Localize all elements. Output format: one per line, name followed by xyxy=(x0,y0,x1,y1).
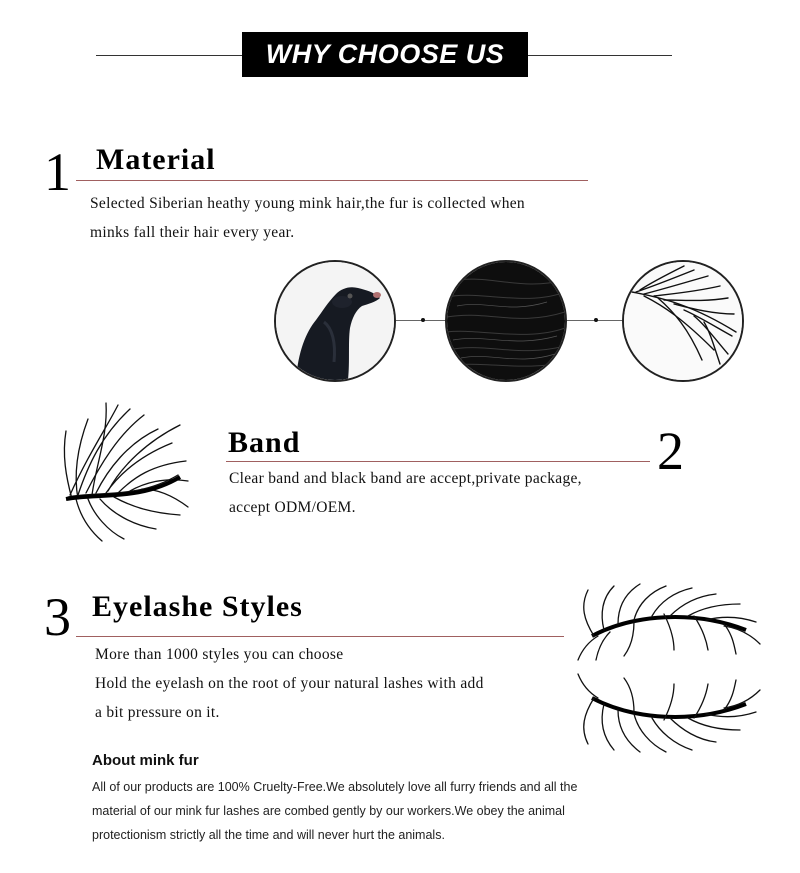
section3-underline xyxy=(76,636,564,637)
section2-line-2: accept ODM/OEM. xyxy=(229,499,356,516)
lash-pair xyxy=(574,580,764,762)
header-banner xyxy=(242,32,528,77)
section3-line-1: More than 1000 styles you can choose xyxy=(95,646,344,663)
header-rule-left xyxy=(96,55,242,56)
section3-title: Eyelashe Styles xyxy=(92,590,303,623)
section1-line-2: minks fall their hair every year. xyxy=(90,224,295,241)
section1-title: Material xyxy=(96,143,216,176)
mink-photo xyxy=(274,260,396,382)
section1-line-1: Selected Siberian heathy young mink hair,the fur is collected when xyxy=(90,195,525,212)
section1-underline xyxy=(76,180,588,181)
eyelash-closeup xyxy=(622,260,744,382)
mink-icon xyxy=(276,262,394,380)
mink-fur-closeup xyxy=(445,260,567,382)
fluffy-lash-icon xyxy=(48,395,198,545)
lash-pair-icon xyxy=(574,580,764,762)
section3-line-3: a bit pressure on it. xyxy=(95,704,220,721)
fluffy-lash xyxy=(48,395,198,545)
section2-title: Band xyxy=(228,426,301,459)
section3-number: 3 xyxy=(44,587,71,647)
connector-dot-1 xyxy=(421,318,425,322)
connector-dot-2 xyxy=(594,318,598,322)
about-heading: About mink fur xyxy=(92,752,199,769)
section2-number: 2 xyxy=(657,421,684,481)
about-line-1: All of our products are 100% Cruelty-Free.We absolutely love all furry friends and all the xyxy=(92,780,578,794)
section2-line-1: Clear band and black band are accept,private package, xyxy=(229,470,582,487)
header-rule-right xyxy=(528,55,672,56)
about-line-3: protectionism strictly all the time and will never hurt the animals. xyxy=(92,828,445,842)
section3-line-2: Hold the eyelash on the root of your natural lashes with add xyxy=(95,675,484,692)
fur-texture-icon xyxy=(447,262,565,380)
section2-underline xyxy=(226,461,650,462)
eyelash-icon xyxy=(624,262,742,380)
section1-number: 1 xyxy=(44,142,71,202)
header-title: WHY CHOOSE US xyxy=(265,39,505,69)
about-line-2: material of our mink fur lashes are combed gently by our workers.We obey the animal xyxy=(92,804,565,818)
